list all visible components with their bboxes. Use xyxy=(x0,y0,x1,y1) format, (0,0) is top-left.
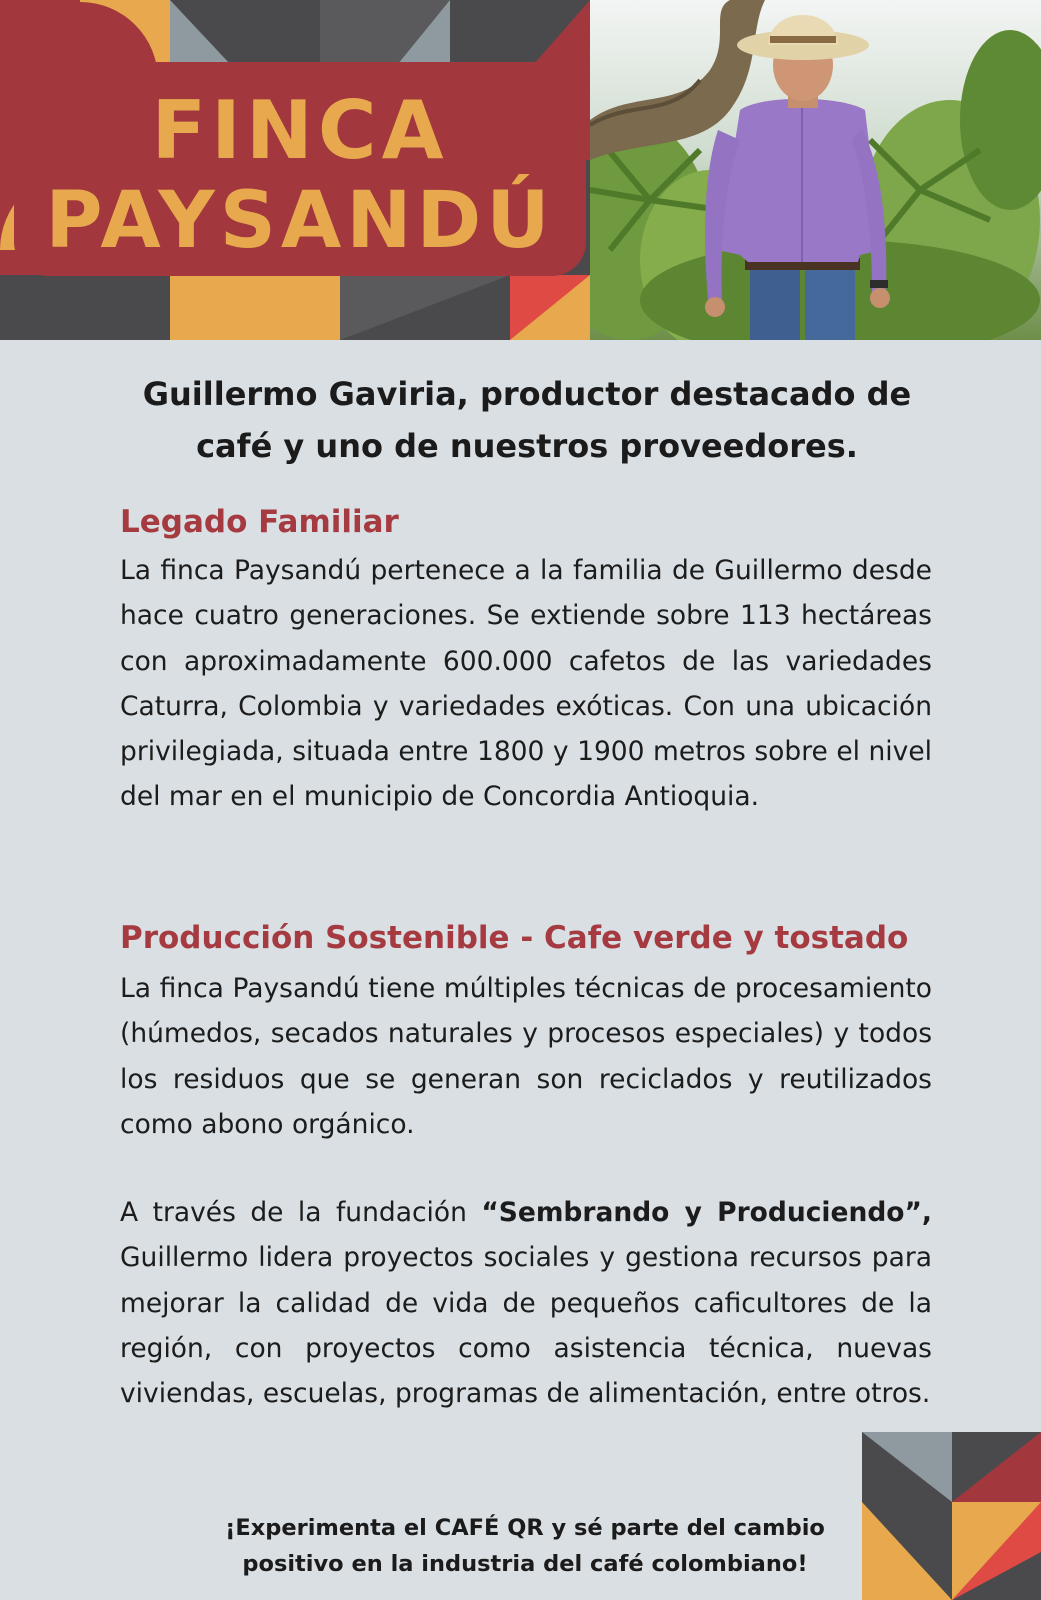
foundation-text-before: A través de la fundación xyxy=(120,1197,482,1228)
brand-title-line2: PAYSANDÚ xyxy=(45,176,555,266)
foundation-text-after: Guillermo lidera proyectos sociales y gestiona recursos para mejorar la calidad de vida de pequeños caficultores de la región, con proyectos como asistencia técnica, nuevas viviendas, escuelas, programas de alimentación, entre otros. xyxy=(120,1242,932,1410)
cta-line2: positivo en la industria del café colombiano! xyxy=(242,1551,808,1577)
intro-headline: Guillermo Gaviria, productor destacado de café y uno de nuestros proveedores. xyxy=(142,375,912,465)
corner-geometric-decoration xyxy=(862,1432,1041,1600)
call-to-action xyxy=(200,1510,850,1582)
header-banner xyxy=(0,0,1041,340)
foundation-paragraph xyxy=(120,1190,932,1416)
cta-line1: ¡Experimenta el CAFÉ QR y sé parte del cambio xyxy=(225,1515,825,1541)
farmer-photo xyxy=(590,0,1041,340)
brand-title-line1: FINCA xyxy=(151,84,449,177)
section-body-produccion: La finca Paysandú tiene múltiples técnicas de procesamiento (húmedos, secados naturales y procesos especiales) y todos los residuos que se generan son reciclados y reutilizados como abono orgánico. xyxy=(120,973,932,1140)
section-body-legado: La finca Paysandú pertenece a la familia de Guillermo desde hace cuatro generaciones. Se extiende sobre 113 hectáreas con aproximadamente 600.000 cafetos de las variedades Caturra, Colombia y variedades exóticas. Con una ubicación privilegiada, situada entre 1800 y 1900 metros sobre el nivel del mar en el municipio de Concordia Antioquia. xyxy=(120,555,932,813)
section-title-produccion: Producción Sostenible - Cafe verde y tostado xyxy=(120,920,909,956)
section-title-legado: Legado Familiar xyxy=(120,504,399,540)
foundation-name: “Sembrando y Produciendo”, xyxy=(481,1197,932,1228)
